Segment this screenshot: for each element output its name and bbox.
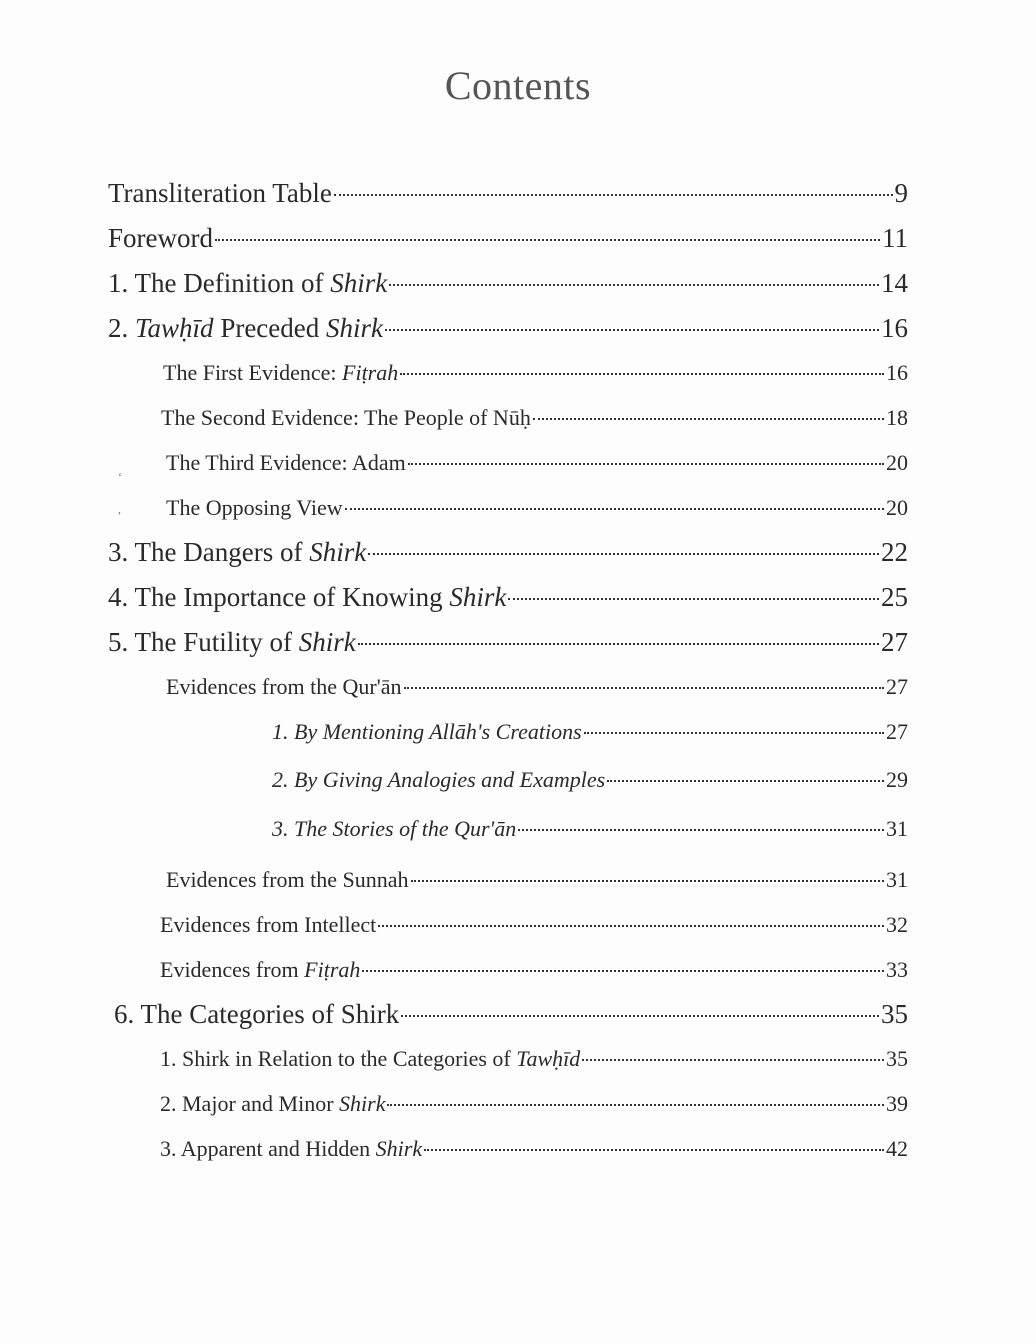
toc-entry-page: 16 [881, 313, 908, 343]
toc-entry-page: 32 [886, 912, 908, 937]
toc-entry-title: Transliteration Table [108, 178, 332, 208]
dot-leader [401, 1015, 879, 1017]
dot-leader [400, 373, 884, 375]
toc-entry-title: 1. By Mentioning Allāh's Creations [272, 719, 582, 744]
toc-entry-title: Evidences from Intellect [160, 912, 377, 937]
toc-entry-first-evidence[interactable] [163, 360, 908, 386]
toc-entry-title: Foreword [108, 223, 213, 253]
toc-entry-page: 35 [886, 1046, 908, 1071]
toc-entry-second-evidence[interactable] [161, 405, 908, 431]
toc-entry-page: 33 [886, 957, 908, 982]
toc-entry-title: The Third Evidence: Adam [166, 450, 406, 475]
toc-entry-title: Evidences from Fiṭrah [160, 957, 361, 982]
dot-leader [215, 239, 880, 241]
toc-entry-title: The First Evidence: Fiṭrah [163, 360, 399, 385]
toc-entry-title: Evidences from the Sunnah [166, 867, 409, 892]
dot-leader [408, 463, 884, 465]
toc-entry-page: 42 [886, 1136, 908, 1161]
dot-leader [385, 329, 879, 331]
toc-entry-page: 35 [881, 999, 908, 1029]
toc-entry-title: 6. The Categories of Shirk [114, 999, 400, 1029]
dot-leader [533, 418, 884, 420]
dot-leader [378, 925, 884, 927]
dot-leader [387, 1104, 884, 1106]
dot-leader [345, 508, 884, 510]
scan-speck: , [118, 502, 121, 516]
toc-entry-page: 14 [881, 268, 908, 298]
toc-entry-title: Evidences from the Qur'ān [166, 674, 402, 699]
dot-leader [358, 643, 879, 645]
toc-entry-title: The Second Evidence: The People of Nūḥ [161, 405, 531, 430]
dot-leader [362, 970, 884, 972]
toc-entry-shirk-categories-tawhid[interactable] [160, 1046, 908, 1072]
toc-entry-page: 11 [882, 223, 908, 253]
toc-entry-page: 27 [881, 627, 908, 657]
toc-entry-third-evidence[interactable] [166, 450, 908, 476]
dot-leader [508, 598, 879, 600]
toc-entry-evidences-sunnah[interactable] [166, 867, 908, 893]
toc-entry-title: 4. The Importance of Knowing Shirk [108, 582, 507, 612]
toc-entry-chapter-2[interactable] [108, 313, 908, 344]
toc-entry-title: 1. The Definition of Shirk [108, 268, 388, 298]
toc-entry-page: 25 [881, 582, 908, 612]
toc-entry-page: 31 [886, 816, 908, 841]
toc-entry-stories-of-quran[interactable] [272, 816, 908, 842]
toc-entry-title: 2. Tawḥīd Preceded Shirk [108, 313, 384, 343]
toc-entry-page: 18 [886, 405, 908, 430]
dot-leader [368, 553, 879, 555]
toc-entry-apparent-hidden-shirk[interactable] [160, 1136, 908, 1162]
toc-entry-title: 2. Major and Minor Shirk [160, 1091, 386, 1116]
dot-leader [404, 687, 885, 689]
dot-leader [518, 829, 884, 831]
page-title: Contents [444, 63, 592, 108]
toc-entry-chapter-3[interactable] [108, 537, 908, 568]
toc-entry-page: 27 [886, 719, 908, 744]
dot-leader [582, 1059, 884, 1061]
toc-entry-page: 20 [886, 495, 908, 520]
dot-leader [334, 194, 893, 196]
toc-entry-opposing-view[interactable] [166, 495, 908, 521]
toc-entry-by-giving-analogies[interactable] [272, 767, 908, 793]
toc-entry-page: 22 [881, 537, 908, 567]
toc-entry-page: 20 [886, 450, 908, 475]
toc-entry-page: 29 [886, 767, 908, 792]
toc-entry-title: 5. The Futility of Shirk [108, 627, 356, 657]
toc-entry-evidences-quran[interactable] [166, 674, 908, 700]
dot-leader [424, 1149, 884, 1151]
toc-entry-evidences-fitrah[interactable] [160, 957, 908, 983]
toc-entry-major-minor-shirk[interactable] [160, 1091, 908, 1117]
toc-entry-foreword[interactable] [108, 223, 908, 254]
toc-entry-title: 3. The Dangers of Shirk [108, 537, 367, 567]
scan-speck: ‘ [118, 470, 122, 484]
toc-entry-page: 39 [886, 1091, 908, 1116]
toc-entry-title: 2. By Giving Analogies and Examples [272, 767, 606, 792]
toc-entry-chapter-5[interactable] [108, 627, 908, 658]
toc-entry-page: 9 [894, 178, 908, 208]
toc-entry-title: 3. The Stories of the Qur'ān [272, 816, 517, 841]
toc-entry-title: The Opposing View [166, 495, 343, 520]
toc-entry-page: 27 [886, 674, 908, 699]
dot-leader [411, 880, 884, 882]
toc-entry-title: 3. Apparent and Hidden Shirk [160, 1136, 423, 1161]
toc-entry-transliteration-table[interactable] [108, 178, 908, 209]
dot-leader [389, 284, 879, 286]
dot-leader [584, 732, 884, 734]
toc-entry-page: 16 [886, 360, 908, 385]
toc-entry-chapter-6[interactable] [114, 999, 908, 1030]
toc-entry-by-mentioning-creations[interactable] [272, 719, 908, 745]
dot-leader [607, 780, 884, 782]
toc-entry-chapter-4[interactable] [108, 582, 908, 613]
toc-entry-page: 31 [886, 867, 908, 892]
toc-entry-chapter-1[interactable] [108, 268, 908, 299]
toc-entry-title: 1. Shirk in Relation to the Categories of Tawḥīd [160, 1046, 581, 1071]
toc-entry-evidences-intellect[interactable] [160, 912, 908, 938]
